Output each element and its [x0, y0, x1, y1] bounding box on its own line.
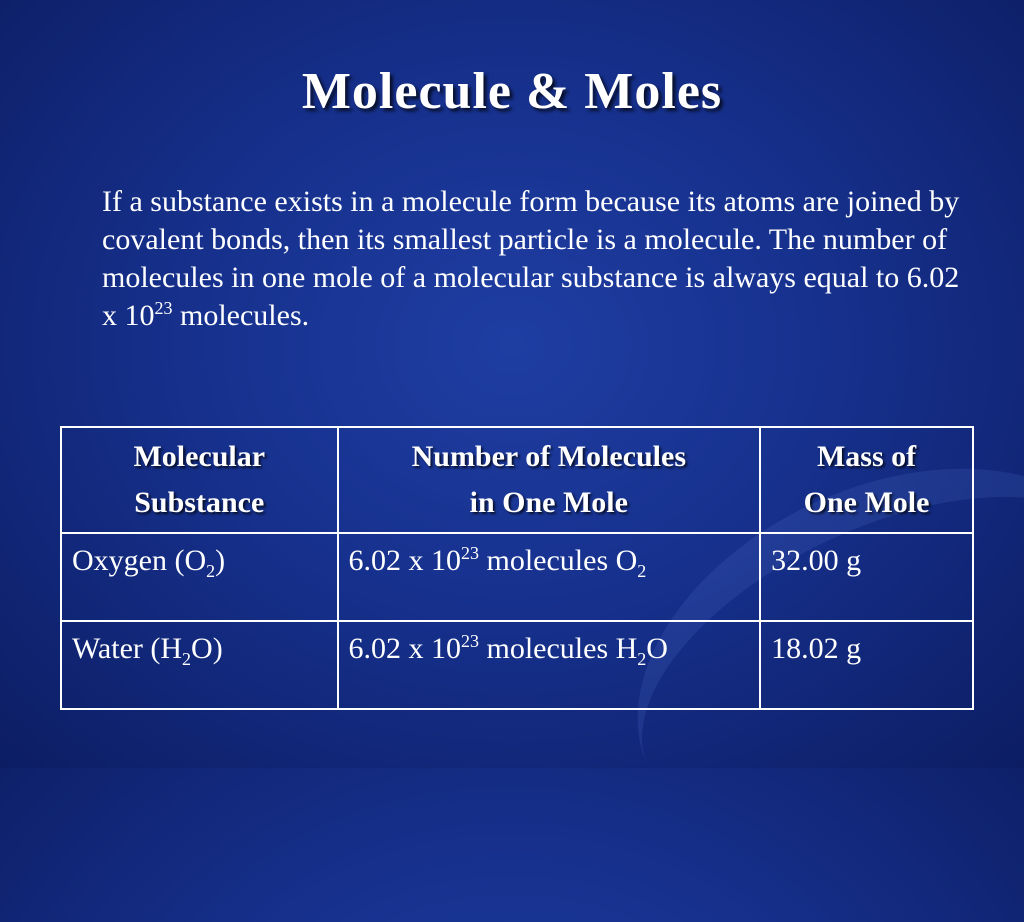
body-paragraph: [102, 183, 962, 335]
cell-substance: Oxygen $(O_2)$: [61, 533, 338, 621]
paragraph-end: molecules.: [172, 299, 310, 332]
paragraph-exponent: 23: [154, 298, 173, 318]
slide-title: Molecule & Moles: [301, 63, 723, 120]
cell-mass: 18.02 g: [760, 621, 973, 709]
cell-substance: Water $(H_2O)$: [61, 621, 338, 709]
table-row: [61, 621, 973, 709]
header-number-of-molecules: Number of Molecules in One Mole: [338, 427, 761, 533]
table-row: [61, 533, 973, 621]
moles-table: [60, 426, 974, 710]
cell-molecules: 6.02 x $10^{23}$ molecules $H_2O$: [338, 621, 761, 709]
table-header-row: [61, 427, 973, 533]
paragraph-text: If a substance exists in a molecule form because its atoms are joined by covalent bonds, then its smallest particle is a molecule. The number of molecules in one mole of a molecular substance is always equal to 6.02 x 10: [102, 185, 960, 332]
header-molecular-substance: Molecular Substance: [61, 427, 338, 533]
cell-mass: 32.00 g: [760, 533, 973, 621]
cell-molecules: 6.02 x $10^{23}$ molecules $O_2$: [338, 533, 761, 621]
header-mass-of-one-mole: Mass of One Mole: [760, 427, 973, 533]
